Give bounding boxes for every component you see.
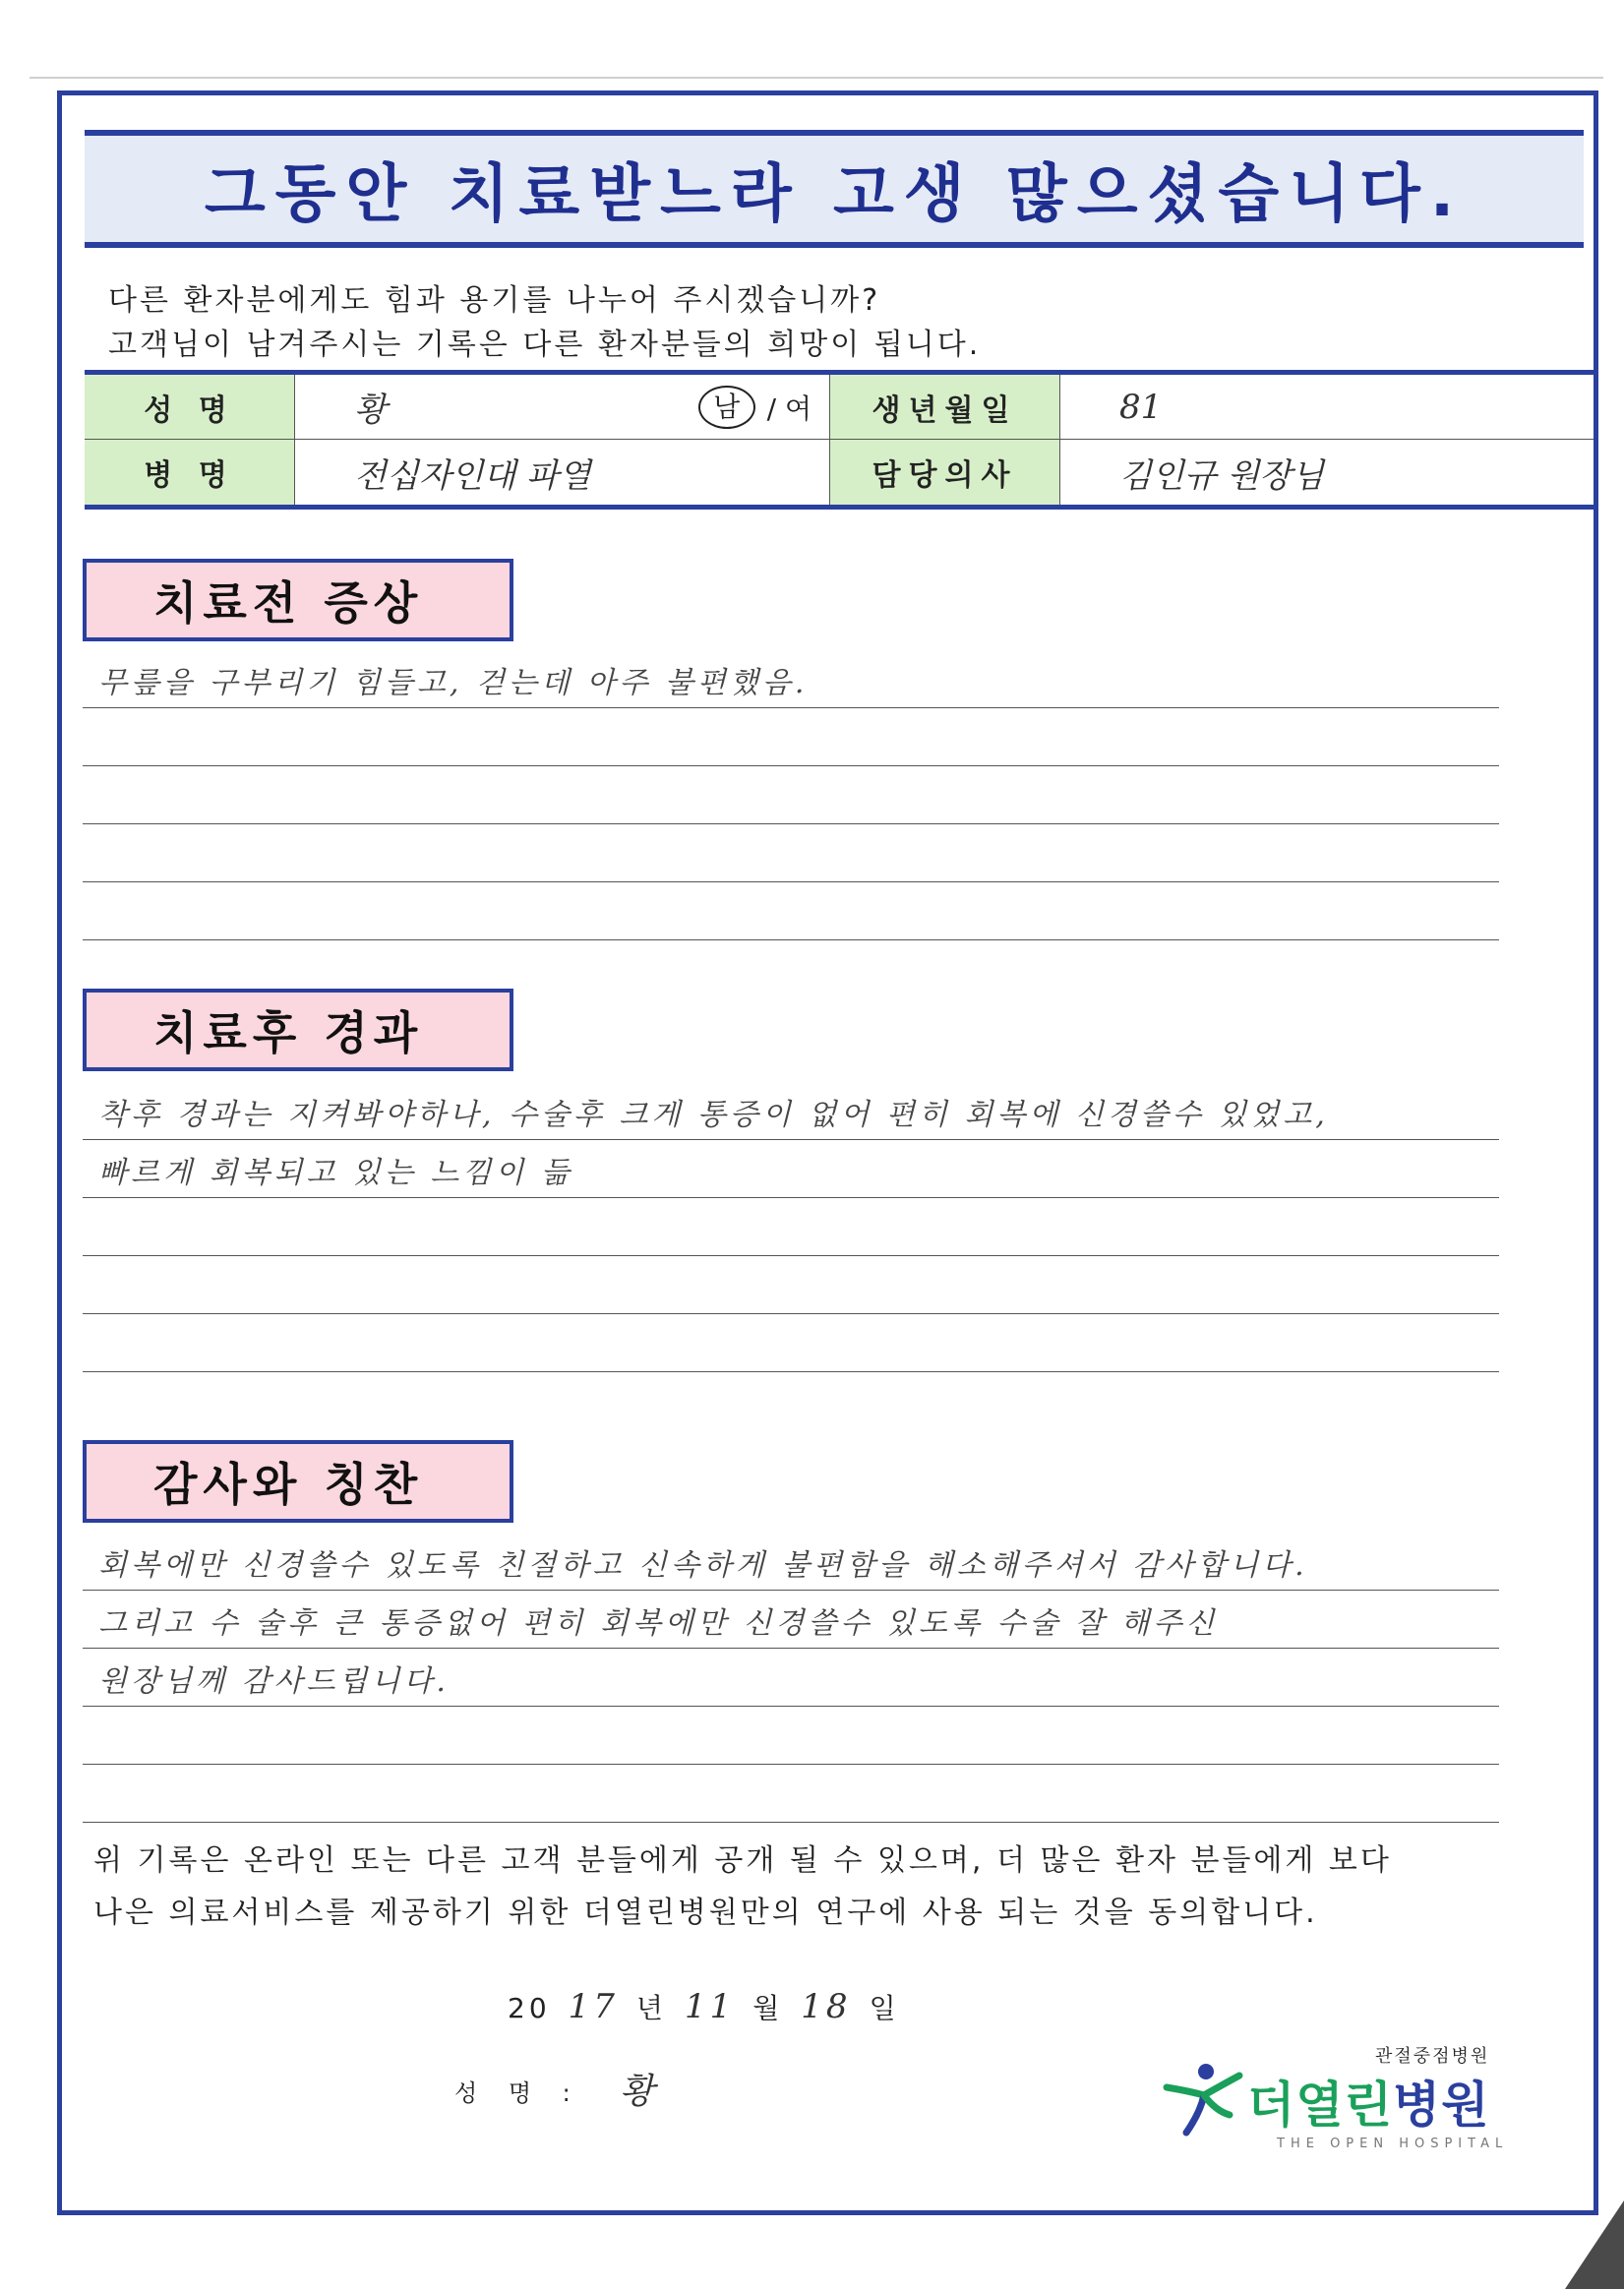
- writing-line[interactable]: [83, 1591, 1499, 1649]
- handwritten-text: 착후 경과는 지켜봐야하나, 수술후 크게 통증이 없어 편히 회복에 신경쓸수 있었고,: [98, 1098, 1329, 1132]
- gender-female[interactable]: / 여: [766, 392, 812, 425]
- scan-edge: [30, 77, 1603, 79]
- page-title: 그동안 치료받느라 고생 많으셨습니다.: [204, 158, 1465, 231]
- handwritten-text: 무릎을 구부리기 힘들고, 걷는데 아주 불편했음.: [98, 666, 809, 700]
- title-banner: [85, 130, 1584, 248]
- signature-label: 성 명 :: [454, 2079, 582, 2107]
- section-before-heading: 치료전 증상: [83, 559, 513, 641]
- logo-figure-icon: [1161, 2062, 1245, 2140]
- disease-label: 병 명: [85, 440, 295, 505]
- date-month-unit: 월: [752, 1992, 784, 2024]
- date-day[interactable]: 18: [801, 1987, 852, 2026]
- gender-male-circled[interactable]: 남: [698, 386, 755, 429]
- page-fold-corner: [1565, 2200, 1624, 2289]
- logo-name-green: 더열린: [1247, 2077, 1393, 2134]
- intro-text: [108, 278, 981, 367]
- consent-line: 나은 의료서비스를 제공하기 위한 더열린병원만의 연구에 사용 되는 것을 동의합니다.: [93, 1896, 1318, 1930]
- writing-line[interactable]: [83, 1707, 1499, 1765]
- birth-field[interactable]: 81: [1119, 387, 1163, 427]
- consent-text: [93, 1835, 1392, 1939]
- section-thanks-lines[interactable]: [83, 1533, 1499, 1823]
- handwritten-text: 회복에만 신경쓸수 있도록 친절하고 신속하게 불편함을 해소해주셔서 감사합니다.: [98, 1548, 1308, 1583]
- logo-subtitle: 관절중점병원: [1375, 2046, 1490, 2067]
- date-day-unit: 일: [869, 1992, 900, 2024]
- name-value: 황: [354, 391, 387, 430]
- info-row-name: [85, 375, 1594, 440]
- logo-english: THE OPEN HOSPITAL: [1277, 2137, 1509, 2151]
- handwritten-text: 빠르게 회복되고 있는 느낌이 듦: [98, 1156, 573, 1190]
- handwritten-text: 그리고 수 술후 큰 통증없어 편히 회복에만 신경쓸수 있도록 수술 잘 해주신: [98, 1606, 1219, 1641]
- intro-line: 고객님이 남겨주시는 기록은 다른 환자분들의 희망이 됩니다.: [108, 328, 982, 362]
- consent-line: 위 기록은 온라인 또는 다른 고객 분들에게 공개 될 수 있으며, 더 많은 환자 분들에게 보다: [93, 1843, 1392, 1878]
- writing-line[interactable]: [83, 1256, 1499, 1314]
- doctor-field[interactable]: 김인규 원장님: [1119, 455, 1324, 496]
- section-thanks-heading: 감사와 칭찬: [83, 1440, 513, 1523]
- gender-selector[interactable]: [698, 375, 812, 439]
- writing-line[interactable]: [83, 1082, 1499, 1140]
- handwritten-text: 원장님께 감사드립니다.: [98, 1664, 450, 1699]
- writing-line[interactable]: [83, 1198, 1499, 1256]
- hospital-logo: [1161, 2062, 1490, 2140]
- name-label: 성 명: [85, 375, 295, 439]
- date-month[interactable]: 11: [684, 1987, 736, 2026]
- section-before-lines[interactable]: [83, 650, 1499, 940]
- signature-field[interactable]: 황: [620, 2072, 654, 2112]
- writing-line[interactable]: [83, 882, 1499, 940]
- info-row-disease: [85, 440, 1594, 505]
- date-line: [508, 1987, 900, 2026]
- date-prefix: 20: [508, 1992, 551, 2024]
- date-year[interactable]: 17: [568, 1987, 619, 2026]
- writing-line[interactable]: [83, 708, 1499, 766]
- logo-name: [1247, 2066, 1490, 2137]
- writing-line[interactable]: [83, 1533, 1499, 1591]
- writing-line[interactable]: [83, 1765, 1499, 1823]
- writing-line[interactable]: [83, 1314, 1499, 1372]
- writing-line[interactable]: [83, 766, 1499, 824]
- patient-info-table: [85, 370, 1594, 510]
- writing-line[interactable]: [83, 824, 1499, 882]
- writing-line[interactable]: [83, 1649, 1499, 1707]
- date-year-unit: 년: [635, 1992, 667, 2024]
- logo-name-blue: 병원: [1392, 2077, 1490, 2134]
- intro-line: 다른 환자분에게도 힘과 용기를 나누어 주시겠습니까?: [108, 283, 881, 318]
- disease-field[interactable]: 전십자인대 파열: [295, 440, 830, 505]
- writing-line[interactable]: [83, 1140, 1499, 1198]
- section-after-heading: 치료후 경과: [83, 989, 513, 1071]
- writing-line[interactable]: [83, 650, 1499, 708]
- birth-label: 생년월일: [830, 375, 1060, 439]
- name-field[interactable]: [295, 375, 830, 439]
- doctor-label: 담당의사: [830, 440, 1060, 505]
- section-after-lines[interactable]: [83, 1082, 1499, 1372]
